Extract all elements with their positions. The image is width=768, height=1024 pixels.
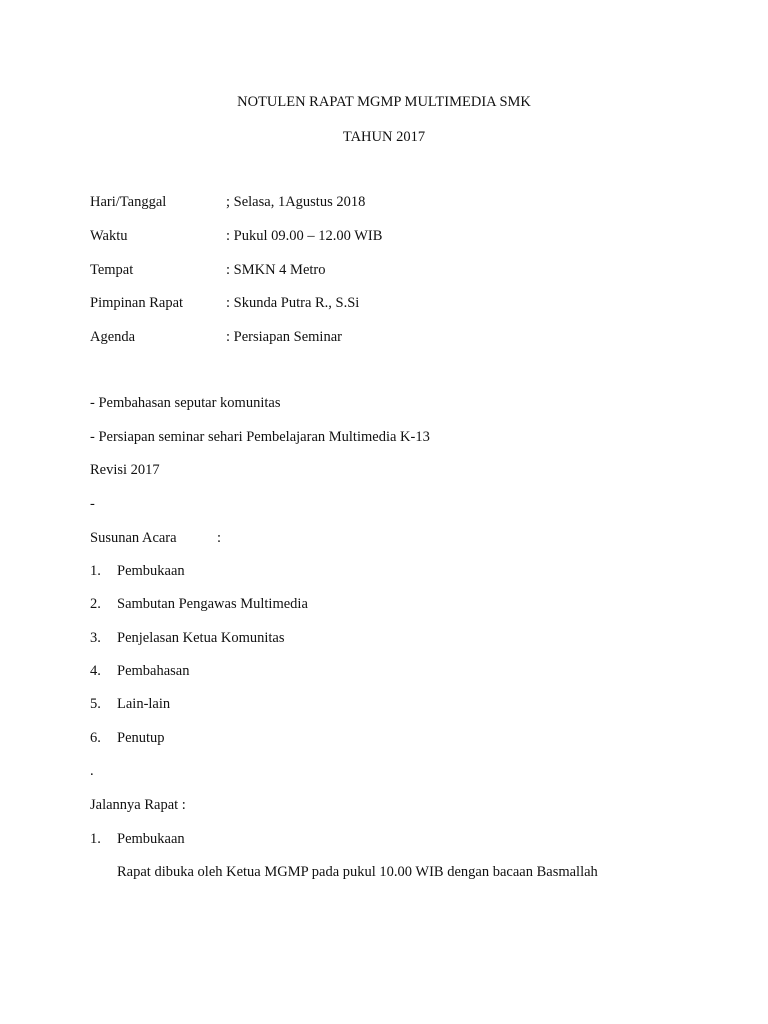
susunan-trailing-dot: . [90,763,94,779]
document-title: NOTULEN RAPAT MGMP MULTIMEDIA SMK [237,94,531,110]
susunan-item-text: Penutup [117,730,165,746]
susunan-item-number: 6. [90,730,101,746]
field-label-tempat: Tempat [90,262,134,278]
susunan-item-number: 1. [90,563,101,579]
susunan-item-text: Sambutan Pengawas Multimedia [117,596,308,612]
susunan-item-number: 4. [90,663,101,679]
susunan-item-text: Pembahasan [117,663,190,679]
field-label-pimpinan-rapat: Pimpinan Rapat [90,295,184,311]
susunan-item-number: 3. [90,630,101,646]
susunan-acara-label: Susunan Acara [90,530,177,546]
susunan-item-text: Pembukaan [117,563,185,579]
field-value-hari-tanggal: ; Selasa, 1Agustus 2018 [226,194,366,210]
field-value-pimpinan-rapat: : Skunda Putra R., S.Si [226,295,360,311]
susunan-item-number: 2. [90,596,101,612]
agenda-note-2: - Persiapan seminar sehari Pembelajaran Multimedia K-13 [90,429,430,445]
jalannya-item-number: 1. [90,831,101,847]
jalannya-rapat-label: Jalannya Rapat : [90,797,186,813]
field-label-waktu: Waktu [90,228,128,244]
field-label-agenda: Agenda [90,329,136,345]
document-subtitle-year: TAHUN 2017 [342,129,426,145]
agenda-note-revisi: Revisi 2017 [90,462,160,478]
field-value-tempat: : SMKN 4 Metro [226,262,326,278]
field-value-waktu: : Pukul 09.00 – 12.00 WIB [226,228,383,244]
susunan-item-number: 5. [90,696,101,712]
agenda-note-1: - Pembahasan seputar komunitas [90,395,281,411]
susunan-acara-colon: : [217,530,222,546]
agenda-note-dash: - [90,496,95,512]
jalannya-item-text: Pembukaan [117,831,185,847]
field-value-agenda: : Persiapan Seminar [226,329,342,345]
susunan-item-text: Penjelasan Ketua Komunitas [117,630,285,646]
susunan-item-text: Lain-lain [117,696,171,712]
field-label-hari-tanggal: Hari/Tanggal [90,194,167,210]
jalannya-item-detail: Rapat dibuka oleh Ketua MGMP pada pukul 10.00 WIB dengan bacaan Basmallah [117,864,598,880]
